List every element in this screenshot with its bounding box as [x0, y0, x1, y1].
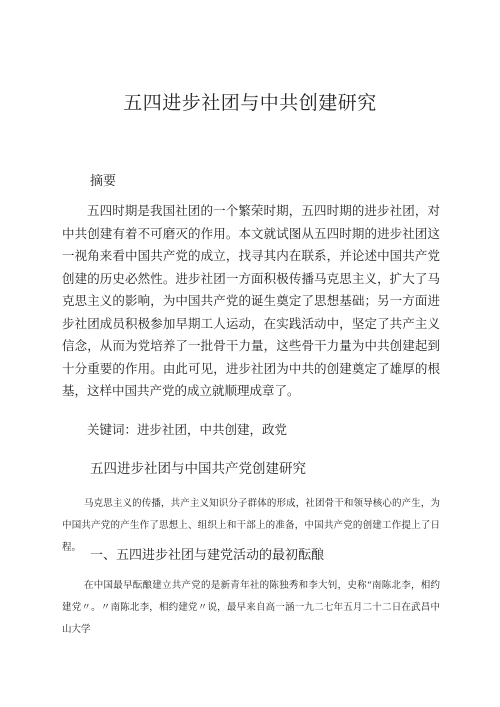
- section-heading: 一、五四进步社团与建党活动的最初酝酿: [90, 548, 325, 563]
- intro-paragraph: 马克思主义的传播，共产主义知识分子群体的形成，社团骨干和领导核心的产生，为中国共产党的产生作了思想上、组织上和干部上的准备，中国共产党的创建工作提上了日程。: [62, 498, 440, 553]
- section-paragraph: 在中国最早酝酿建立共产党的是新青年社的陈独秀和李大钊，史称“南陈北李，相约建党〃。〃南陈北李，相约建党〃说，最早来自高一涵一九二七年五月二十二日在武昌中山大学: [62, 580, 440, 635]
- keywords-line: 关键词：进步社团，中共创建，政党: [87, 422, 288, 437]
- document-title: 五四进步社团与中共创建研究: [123, 92, 377, 114]
- section-title: 五四进步社团与中国共产党创建研究: [90, 461, 306, 477]
- abstract-heading: 摘要: [90, 174, 117, 189]
- abstract-paragraph: 五四时期是我国社团的一个繁荣时期，五四时期的进步社团，对中共创建有着不可磨灭的作用。本文就试图从五四时期的进步社团这一视角来看中国共产党的成立，找寻其内在联系，并论述中国共产党创建的历史必然性。进步社团一方面积极传播马克思主义，扩大了马克思主义的影响，为中国共产党的诞生奠定了思想基础；另一方面进步社团成员积极参加早期工人运动，在实践活动中，坚定了共产主义信念，从而为党培养了一批骨干力量，这些骨干力量为中共创建起到十分重要的作用。由此可见，进步社团为中共的创建奠定了雄厚的根基，这样中国共产党的成立就顺理成章了。: [62, 203, 440, 398]
